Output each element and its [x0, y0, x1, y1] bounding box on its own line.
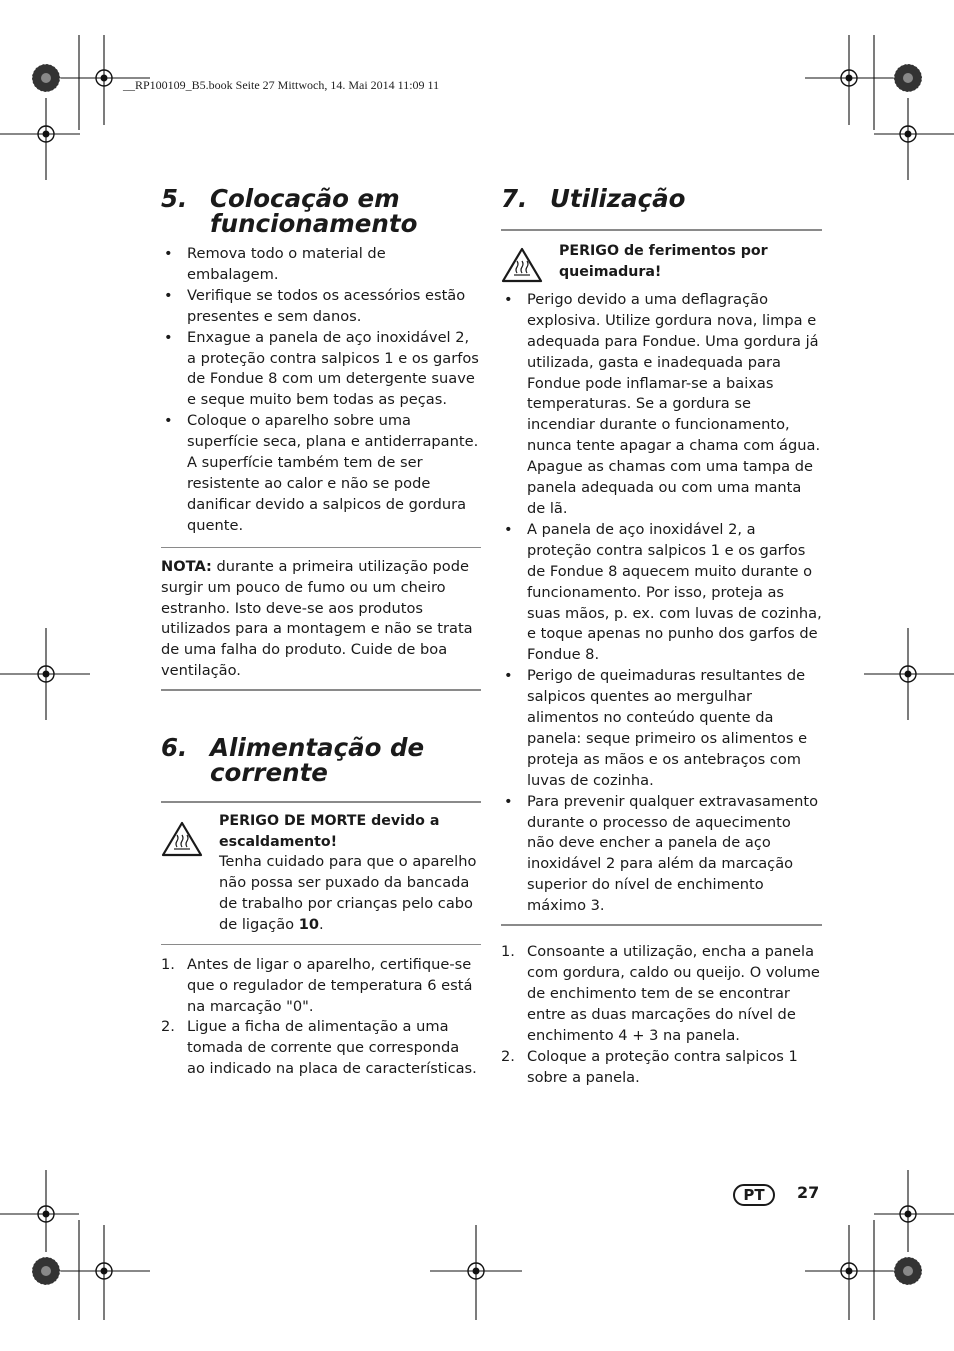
section-5-heading: 5. Colocação em funcionamento: [161, 184, 418, 238]
section-7-list: [501, 290, 822, 917]
right-column: [501, 186, 822, 1088]
hot-surface-warning-icon: [161, 821, 203, 857]
list-item: 2. Ligue a ficha de alimentação a uma tomada de corrente que corresponda ao indicado na placa de características.: [161, 1018, 477, 1078]
list-item: • Para prevenir qualquer extravasamento durante o processo de aquecimento não deve encher a panela de aço inoxidável 2 para além da marcação superior do nível de enchimento máximo 3.: [501, 792, 822, 917]
list-item: • Perigo de queimaduras resultantes de salpicos quentes ao mergulhar alimentos no conteúdo quente da panela: seque primeiro os alimentos e proteja as mãos e os antebraços com luvas de cozinha.: [501, 666, 822, 791]
warning-text: Tenha cuidado para que o aparelho não possa ser puxado da bancada de trabalho por crianças pelo cabo de ligação 10.: [219, 853, 477, 933]
list-item: 2. Coloque a proteção contra salpicos 1 sobre a panela.: [501, 1047, 798, 1086]
page-number: 27: [797, 1183, 820, 1202]
section-5-list: [161, 244, 481, 537]
note-label: NOTA:: [161, 557, 212, 575]
warning-box: [501, 241, 822, 290]
list-item: • Remova todo o material de embalagem.: [161, 244, 481, 286]
hot-surface-warning-icon: [501, 247, 543, 283]
warning-box: [161, 811, 481, 936]
list-item: 1. Consoante a utilização, encha a panela com gordura, caldo ou queijo. O volume de enchimento tem de se encontrar entre as duas marcações do nível de enchimento 4 + 3 na panela.: [501, 943, 820, 1044]
warning-title: PERIGO DE MORTE devido a escaldamento!: [219, 813, 440, 850]
list-item: • Verifique se todos os acessórios estão presentes e sem danos.: [161, 286, 481, 328]
section-7-heading: 7. Utilização: [501, 184, 686, 213]
print-header: __RP100109_B5.book Seite 27 Mittwoch, 14. Mai 2014 11:09 11: [123, 78, 440, 92]
list-item: • Enxague a panela de aço inoxidável 2, a proteção contra salpicos 1 e os garfos de Fondue 8 com um detergente suave e seque muito bem todas as peças.: [161, 328, 481, 412]
note-paragraph: NOTA: durante a primeira utilização pode surgir um pouco de fumo ou um cheiro estranho. Isto deve-se aos produtos utilizados para a montagem e não se trata de uma falha do produto. Cuide de boa ventilação.: [161, 557, 473, 680]
list-item: • A panela de aço inoxidável 2, a proteção contra salpicos 1 e os garfos de Fondue 8 aquecem muito durante o funcionamento. Por isso, proteja as suas mãos, p. ex. com luvas de cozinha, e toque apenas no punho dos garfos de Fondue 8.: [501, 520, 822, 666]
section-7-steps: [501, 942, 822, 1088]
warning-title: PERIGO de ferimentos por queimadura!: [559, 243, 768, 280]
list-item: 1. Antes de ligar o aparelho, certifique-se que o regulador de temperatura 6 está na marcação "0".: [161, 955, 473, 1015]
list-item: • Coloque o aparelho sobre uma superfície seca, plana e antiderrapante. A superfície também tem de ser resistente ao calor e não se pode danificar devido a salpicos de gordura quente.: [161, 411, 481, 536]
left-column: [161, 186, 481, 1080]
section-6-steps: [161, 955, 481, 1080]
section-6-heading: 6. Alimentação de corrente: [161, 733, 425, 788]
list-item: • Perigo devido a uma deflagração explosiva. Utilize gordura nova, limpa e adequada para Fondue. Uma gordura já utilizada, gasta e inadequada para Fondue pode inflamar-se a baixas temperaturas. Se a gordura se incendiar durante o funcionamento, nunca tente apagar a chama com água. Apague as chamas com uma tampa de panela adequada ou com uma manta de lã.: [501, 290, 822, 520]
language-badge: PT: [733, 1184, 775, 1206]
